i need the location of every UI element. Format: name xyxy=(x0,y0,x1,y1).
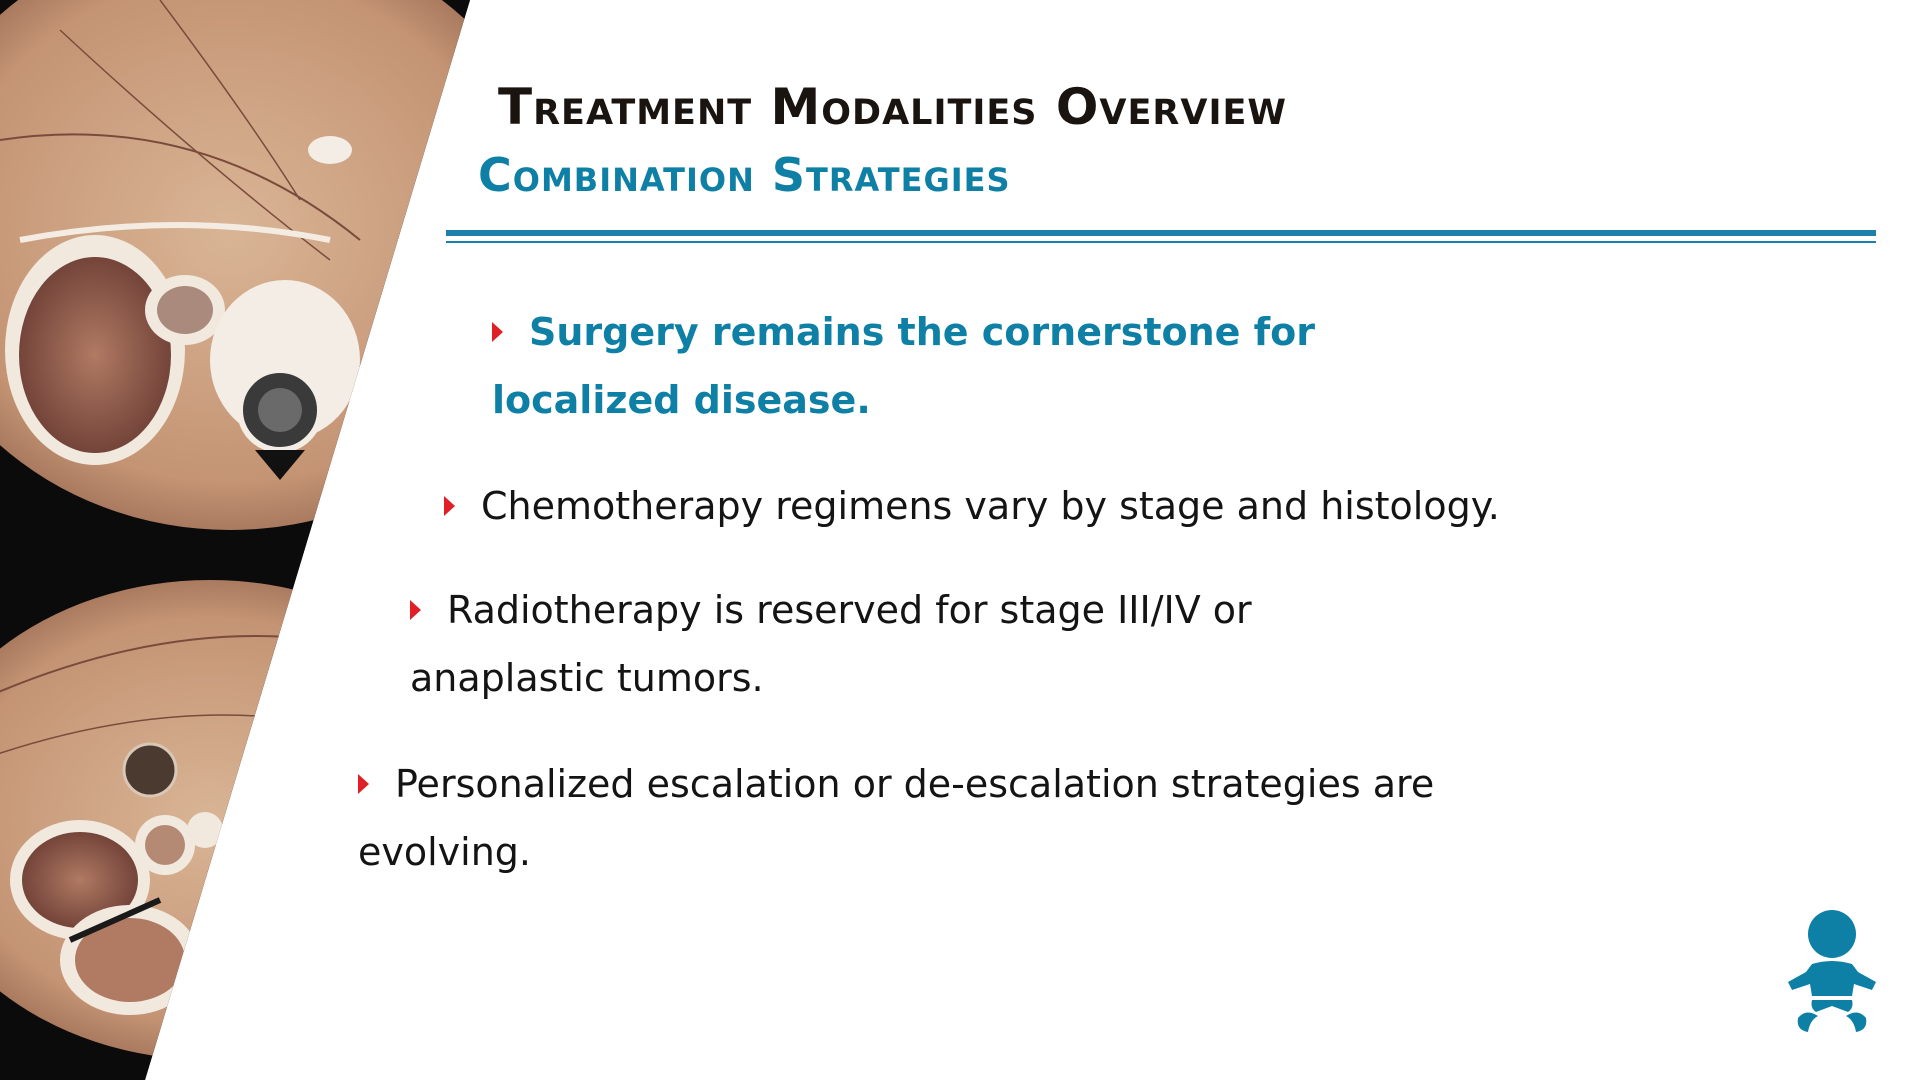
slide-subtitle: Combination Strategies xyxy=(478,148,1011,202)
bullet-item xyxy=(492,298,1392,434)
bullet-marker-icon xyxy=(492,322,503,342)
bullet-text: Radiotherapy is reserved for stage III/IV or anaplastic tumors. xyxy=(410,588,1252,700)
bullet-marker-icon xyxy=(358,774,369,794)
bullet-marker-icon xyxy=(410,600,421,620)
bullet-item xyxy=(410,576,1410,712)
bullet-text: Personalized escalation or de-escalation strategies are evolving. xyxy=(358,762,1435,874)
bullet-item xyxy=(444,472,1704,540)
bullet-marker-icon xyxy=(444,496,455,516)
baby-icon xyxy=(1784,908,1880,1038)
title-divider-thin xyxy=(446,241,1876,243)
title-divider-thick xyxy=(446,230,1876,236)
bullet-item xyxy=(358,750,1558,886)
ct-scan-image xyxy=(0,0,480,1080)
bullet-text: Chemotherapy regimens vary by stage and histology. xyxy=(481,484,1500,528)
slide-title: Treatment Modalities Overview xyxy=(498,78,1287,136)
bullet-text: Surgery remains the cornerstone for localized disease. xyxy=(492,310,1316,422)
